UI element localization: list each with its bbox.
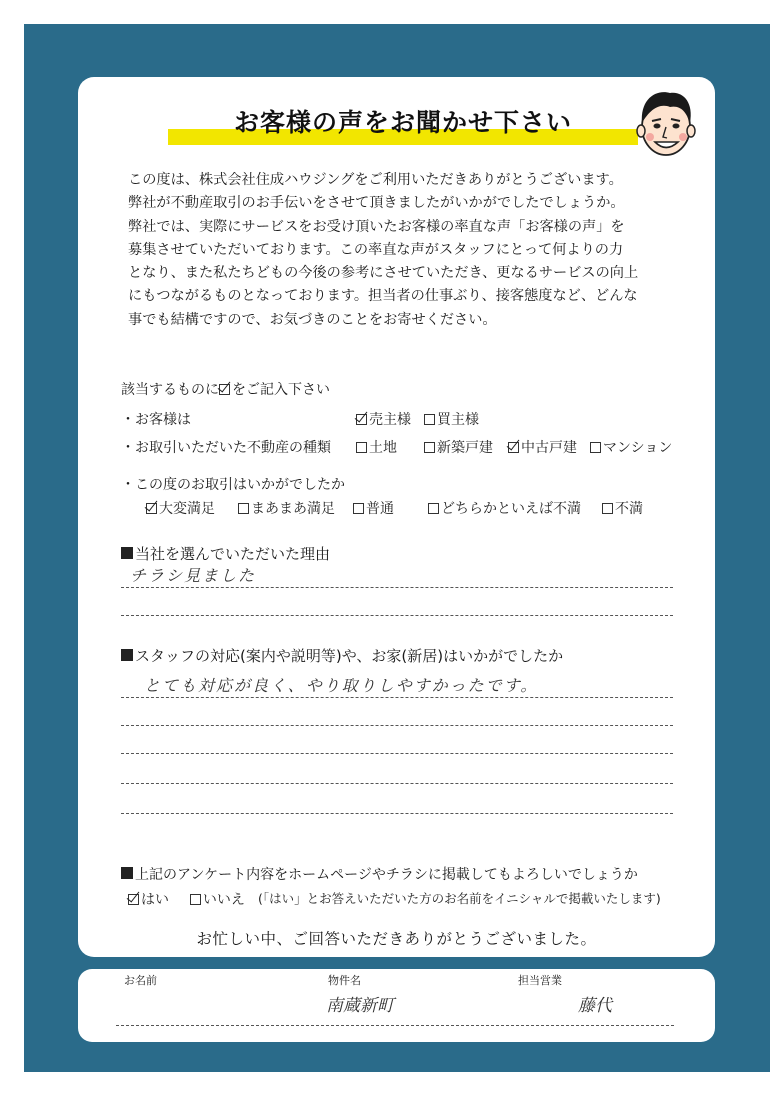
name-label: お名前 <box>124 974 157 987</box>
intro-line: 弊社では、実際にサービスをお受け頂いたお客様の率直な声「お客様の声」を <box>128 218 625 235</box>
checkbox-checked-icon[interactable] <box>356 414 367 425</box>
staff-answer[interactable]: とても対応が良く、やり取りしやすかったです。 <box>144 676 539 695</box>
answer-line <box>121 783 673 784</box>
mascot-face-icon <box>630 85 702 161</box>
property-type-label: ・お取引いただいた不動産の種類 <box>121 440 331 456</box>
signature-card <box>78 969 715 1042</box>
answer-line <box>121 813 673 814</box>
answer-line <box>121 615 673 616</box>
intro-line: 募集させていただいております。この率直な声がスタッフにとって何よりの力 <box>128 241 624 258</box>
reason-answer[interactable]: チラシ見ました <box>130 566 257 585</box>
checkbox-icon[interactable] <box>353 503 364 514</box>
checkbox-icon[interactable] <box>424 442 435 453</box>
staff-question-heading: スタッフの対応(案内や説明等)や、お家(新居)はいかがでしたか <box>121 645 563 666</box>
checkbox-icon[interactable] <box>190 894 201 905</box>
consent-question-heading: 上記のアンケート内容をホームページやチラシに掲載してもよろしいでしょうか <box>121 864 638 884</box>
square-bullet-icon <box>121 867 133 879</box>
reason-question-heading: 当社を選んでいただいた理由 <box>121 543 330 564</box>
intro-line: にもつながるものとなっております。担当者の仕事ぶり、接客態度など、どんな <box>128 288 638 305</box>
checkbox-icon[interactable] <box>602 503 613 514</box>
satisfaction-label: ・この度のお取引はいかがでしたか <box>121 477 345 493</box>
intro-line: 事でも結構ですので、お気づきのことをお寄せください。 <box>128 311 497 328</box>
option-seller[interactable]: 売主様 <box>356 409 411 429</box>
answer-line <box>121 587 673 588</box>
option-very-satisfied[interactable]: 大変満足 <box>146 498 215 518</box>
checkbox-checked-icon[interactable] <box>508 442 519 453</box>
staff-value[interactable]: 藤代 <box>578 996 612 1016</box>
checkbox-instruction: 該当するものに をご記入下さい <box>121 382 330 398</box>
checkbox-checked-icon[interactable] <box>128 894 139 905</box>
intro-line: となり、また私たちどもの今後の参考にさせていただき、更なるサービスの向上 <box>128 265 639 282</box>
option-no[interactable]: いいえ <box>190 892 245 908</box>
option-yes[interactable]: はい <box>128 892 169 908</box>
intro-line: 弊社が不動産取引のお手伝いをさせて頂きましたがいかがでしたでしょうか。 <box>128 195 625 212</box>
option-somewhat-dissatisfied[interactable]: どちらかといえば不満 <box>428 498 581 518</box>
staff-label: 担当営業 <box>518 974 562 987</box>
signature-line <box>116 1025 674 1026</box>
title-block <box>168 103 638 149</box>
checkmark-icon <box>219 384 230 395</box>
intro-text <box>128 169 688 332</box>
answer-line <box>121 725 673 726</box>
checkbox-icon[interactable] <box>238 503 249 514</box>
checkbox-icon[interactable] <box>424 414 435 425</box>
property-name-label: 物件名 <box>328 974 361 987</box>
property-name-value[interactable]: 南蔵新町 <box>326 996 394 1016</box>
consent-note: (「はい」とお答えいただいた方のお名前をイニシャルで掲載いたします) <box>258 891 661 906</box>
answer-line <box>121 697 673 698</box>
square-bullet-icon <box>121 649 133 661</box>
option-normal[interactable]: 普通 <box>353 498 394 518</box>
option-buyer[interactable]: 買主様 <box>424 409 479 429</box>
consent-options <box>128 889 245 909</box>
option-mansion[interactable]: マンション <box>590 437 672 457</box>
customer-type-label: ・お客様は <box>121 412 191 428</box>
page-title: お客様の声をお聞かせ下さい <box>233 108 572 137</box>
checkbox-checked-icon[interactable] <box>146 503 157 514</box>
option-dissatisfied[interactable]: 不満 <box>602 498 643 518</box>
intro-line: この度は、株式会社住成ハウジングをご利用いただきありがとうございます。 <box>128 172 623 188</box>
survey-card <box>78 77 715 957</box>
page-frame <box>24 24 770 1072</box>
answer-line <box>121 753 673 754</box>
option-used-house[interactable]: 中古戸建 <box>508 437 577 457</box>
checkbox-icon[interactable] <box>428 503 439 514</box>
checkbox-icon[interactable] <box>356 442 367 453</box>
square-bullet-icon <box>121 547 133 559</box>
option-fairly-satisfied[interactable]: まあまあ満足 <box>238 498 335 518</box>
thanks-message: お忙しい中、ご回答いただきありがとうございました。 <box>196 930 597 948</box>
option-land[interactable]: 土地 <box>356 437 397 457</box>
option-new-house[interactable]: 新築戸建 <box>424 437 493 457</box>
checkbox-icon[interactable] <box>590 442 601 453</box>
